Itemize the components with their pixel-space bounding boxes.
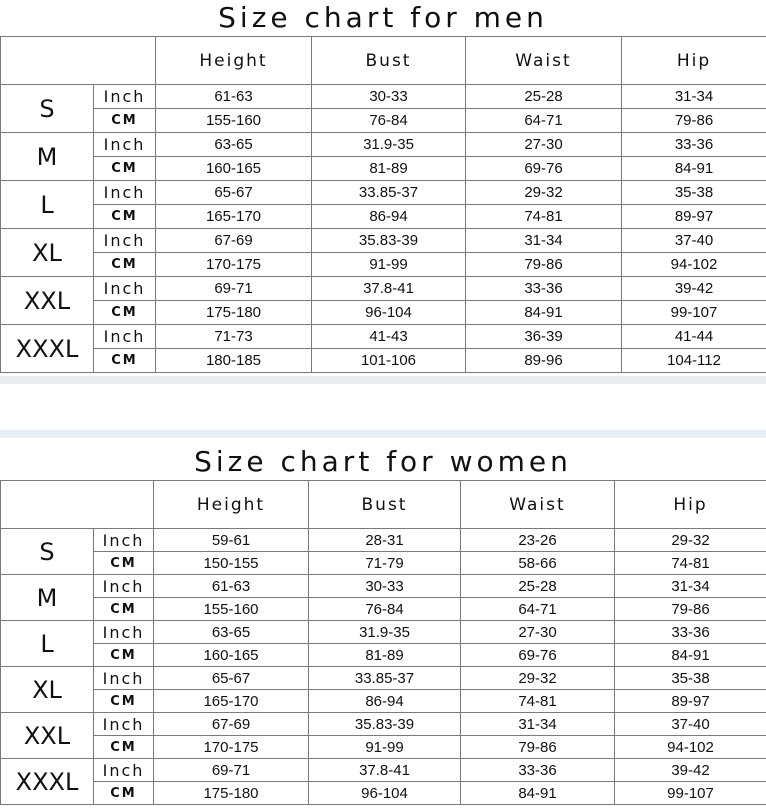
measurement-cell: 89-97 (622, 205, 766, 229)
header-row (1, 37, 766, 85)
unit-label: CM (94, 349, 156, 373)
measurement-cell: 37.8-41 (312, 277, 466, 301)
measurement-cell: 58-66 (461, 552, 615, 575)
column-header: Height (156, 37, 312, 85)
column-header: Height (154, 481, 309, 529)
measurement-cell: 59-61 (154, 529, 309, 552)
table-row (1, 529, 766, 552)
chart-title: Size chart for men (218, 1, 548, 34)
unit-label: CM (94, 301, 156, 325)
measurement-cell: 37.8-41 (309, 759, 461, 782)
size-label: M (1, 575, 94, 621)
measurement-cell: 69-76 (461, 644, 615, 667)
unit-label: Inch (94, 575, 154, 598)
measurement-cell: 160-165 (154, 644, 309, 667)
measurement-cell: 28-31 (309, 529, 461, 552)
size-label: XXXL (1, 759, 94, 805)
measurement-cell: 96-104 (312, 301, 466, 325)
measurement-cell: 35-38 (615, 667, 766, 690)
measurement-cell: 29-32 (466, 181, 622, 205)
table-row (1, 690, 766, 713)
measurement-cell: 84-91 (615, 644, 766, 667)
unit-label: Inch (94, 529, 154, 552)
measurement-cell: 41-43 (312, 325, 466, 349)
measurement-cell: 104-112 (622, 349, 766, 373)
unit-label: Inch (94, 759, 154, 782)
size-label: XXL (1, 713, 94, 759)
measurement-cell: 31-34 (466, 229, 622, 253)
unit-label: CM (94, 644, 154, 667)
measurement-cell: 76-84 (309, 598, 461, 621)
measurement-cell: 63-65 (156, 133, 312, 157)
size-label: XXXL (1, 325, 94, 373)
table-row (1, 253, 766, 277)
measurement-cell: 76-84 (312, 109, 466, 133)
measurement-cell: 31-34 (622, 85, 766, 109)
measurement-cell: 33-36 (466, 277, 622, 301)
size-label: L (1, 181, 94, 229)
size-label: S (1, 85, 94, 133)
measurement-cell: 29-32 (461, 667, 615, 690)
measurement-cell: 74-81 (615, 552, 766, 575)
measurement-cell: 69-71 (156, 277, 312, 301)
table-row (1, 667, 766, 690)
measurement-cell: 86-94 (309, 690, 461, 713)
measurement-cell: 65-67 (156, 181, 312, 205)
measurement-cell: 25-28 (461, 575, 615, 598)
measurement-cell: 84-91 (622, 157, 766, 181)
measurement-cell: 61-63 (154, 575, 309, 598)
chart-title: Size chart for women (194, 445, 572, 478)
measurement-cell: 31.9-35 (312, 133, 466, 157)
column-header: Bust (312, 37, 466, 85)
measurement-cell: 99-107 (615, 782, 766, 805)
header-row (1, 481, 766, 529)
measurement-cell: 64-71 (461, 598, 615, 621)
measurement-cell: 175-180 (154, 782, 309, 805)
measurement-cell: 33.85-37 (312, 181, 466, 205)
header-corner (1, 37, 156, 85)
measurement-cell: 91-99 (312, 253, 466, 277)
table-row (1, 575, 766, 598)
measurement-cell: 33-36 (615, 621, 766, 644)
measurement-cell: 160-165 (156, 157, 312, 181)
unit-label: Inch (94, 713, 154, 736)
table-row (1, 109, 766, 133)
unit-label: CM (94, 736, 154, 759)
header-corner (1, 481, 154, 529)
column-header: Hip (622, 37, 766, 85)
measurement-cell: 79-86 (461, 736, 615, 759)
table-row (1, 325, 766, 349)
table-row (1, 598, 766, 621)
measurement-cell: 84-91 (466, 301, 622, 325)
table-row (1, 782, 766, 805)
measurement-cell: 155-160 (156, 109, 312, 133)
measurement-cell: 27-30 (461, 621, 615, 644)
measurement-cell: 94-102 (622, 253, 766, 277)
measurement-cell: 71-73 (156, 325, 312, 349)
unit-label: CM (94, 109, 156, 133)
measurement-cell: 79-86 (615, 598, 766, 621)
unit-label: Inch (94, 325, 156, 349)
table-row (1, 349, 766, 373)
table-row (1, 644, 766, 667)
measurement-cell: 31-34 (461, 713, 615, 736)
unit-label: CM (94, 205, 156, 229)
measurement-cell: 170-175 (156, 253, 312, 277)
measurement-cell: 63-65 (154, 621, 309, 644)
size-label: XL (1, 229, 94, 277)
size-table (0, 36, 766, 373)
column-header: Hip (615, 481, 766, 529)
measurement-cell: 89-96 (466, 349, 622, 373)
table-row (1, 157, 766, 181)
measurement-cell: 29-32 (615, 529, 766, 552)
measurement-cell: 35.83-39 (309, 713, 461, 736)
unit-label: CM (94, 552, 154, 575)
table-row (1, 133, 766, 157)
table-row (1, 205, 766, 229)
measurement-cell: 35.83-39 (312, 229, 466, 253)
size-label: XXL (1, 277, 94, 325)
divider-band (0, 376, 766, 384)
unit-label: Inch (94, 229, 156, 253)
unit-label: Inch (94, 621, 154, 644)
measurement-cell: 31-34 (615, 575, 766, 598)
unit-label: CM (94, 253, 156, 277)
men-size-chart (0, 0, 766, 376)
measurement-cell: 23-26 (461, 529, 615, 552)
size-label: S (1, 529, 94, 575)
measurement-cell: 165-170 (154, 690, 309, 713)
table-row (1, 181, 766, 205)
measurement-cell: 84-91 (461, 782, 615, 805)
measurement-cell: 74-81 (466, 205, 622, 229)
unit-label: Inch (94, 181, 156, 205)
measurement-cell: 74-81 (461, 690, 615, 713)
unit-label: CM (94, 690, 154, 713)
measurement-cell: 37-40 (622, 229, 766, 253)
table-row (1, 229, 766, 253)
measurement-cell: 61-63 (156, 85, 312, 109)
measurement-cell: 96-104 (309, 782, 461, 805)
measurement-cell: 25-28 (466, 85, 622, 109)
measurement-cell: 86-94 (312, 205, 466, 229)
unit-label: CM (94, 157, 156, 181)
size-table (0, 480, 766, 805)
measurement-cell: 37-40 (615, 713, 766, 736)
measurement-cell: 81-89 (309, 644, 461, 667)
measurement-cell: 69-71 (154, 759, 309, 782)
table-row (1, 713, 766, 736)
measurement-cell: 79-86 (466, 253, 622, 277)
measurement-cell: 36-39 (466, 325, 622, 349)
measurement-cell: 65-67 (154, 667, 309, 690)
unit-label: Inch (94, 667, 154, 690)
column-header: Waist (466, 37, 622, 85)
measurement-cell: 67-69 (154, 713, 309, 736)
measurement-cell: 64-71 (466, 109, 622, 133)
measurement-cell: 71-79 (309, 552, 461, 575)
measurement-cell: 155-160 (154, 598, 309, 621)
table-row (1, 552, 766, 575)
measurement-cell: 41-44 (622, 325, 766, 349)
measurement-cell: 94-102 (615, 736, 766, 759)
column-header: Waist (461, 481, 615, 529)
size-label: L (1, 621, 94, 667)
column-header: Bust (309, 481, 461, 529)
measurement-cell: 180-185 (156, 349, 312, 373)
unit-label: CM (94, 782, 154, 805)
measurement-cell: 69-76 (466, 157, 622, 181)
size-label: M (1, 133, 94, 181)
women-size-chart (0, 444, 766, 812)
unit-label: Inch (94, 85, 156, 109)
measurement-cell: 33-36 (622, 133, 766, 157)
table-row (1, 736, 766, 759)
measurement-cell: 30-33 (312, 85, 466, 109)
table-row (1, 277, 766, 301)
measurement-cell: 33.85-37 (309, 667, 461, 690)
measurement-cell: 67-69 (156, 229, 312, 253)
unit-label: Inch (94, 277, 156, 301)
measurement-cell: 165-170 (156, 205, 312, 229)
table-row (1, 85, 766, 109)
measurement-cell: 35-38 (622, 181, 766, 205)
measurement-cell: 150-155 (154, 552, 309, 575)
measurement-cell: 30-33 (309, 575, 461, 598)
measurement-cell: 170-175 (154, 736, 309, 759)
unit-label: Inch (94, 133, 156, 157)
measurement-cell: 91-99 (309, 736, 461, 759)
size-label: XL (1, 667, 94, 713)
measurement-cell: 89-97 (615, 690, 766, 713)
measurement-cell: 27-30 (466, 133, 622, 157)
table-row (1, 759, 766, 782)
measurement-cell: 175-180 (156, 301, 312, 325)
divider-band (0, 430, 766, 438)
table-row (1, 301, 766, 325)
measurement-cell: 101-106 (312, 349, 466, 373)
measurement-cell: 33-36 (461, 759, 615, 782)
unit-label: CM (94, 598, 154, 621)
table-row (1, 621, 766, 644)
measurement-cell: 31.9-35 (309, 621, 461, 644)
measurement-cell: 81-89 (312, 157, 466, 181)
measurement-cell: 39-42 (615, 759, 766, 782)
measurement-cell: 79-86 (622, 109, 766, 133)
measurement-cell: 99-107 (622, 301, 766, 325)
measurement-cell: 39-42 (622, 277, 766, 301)
